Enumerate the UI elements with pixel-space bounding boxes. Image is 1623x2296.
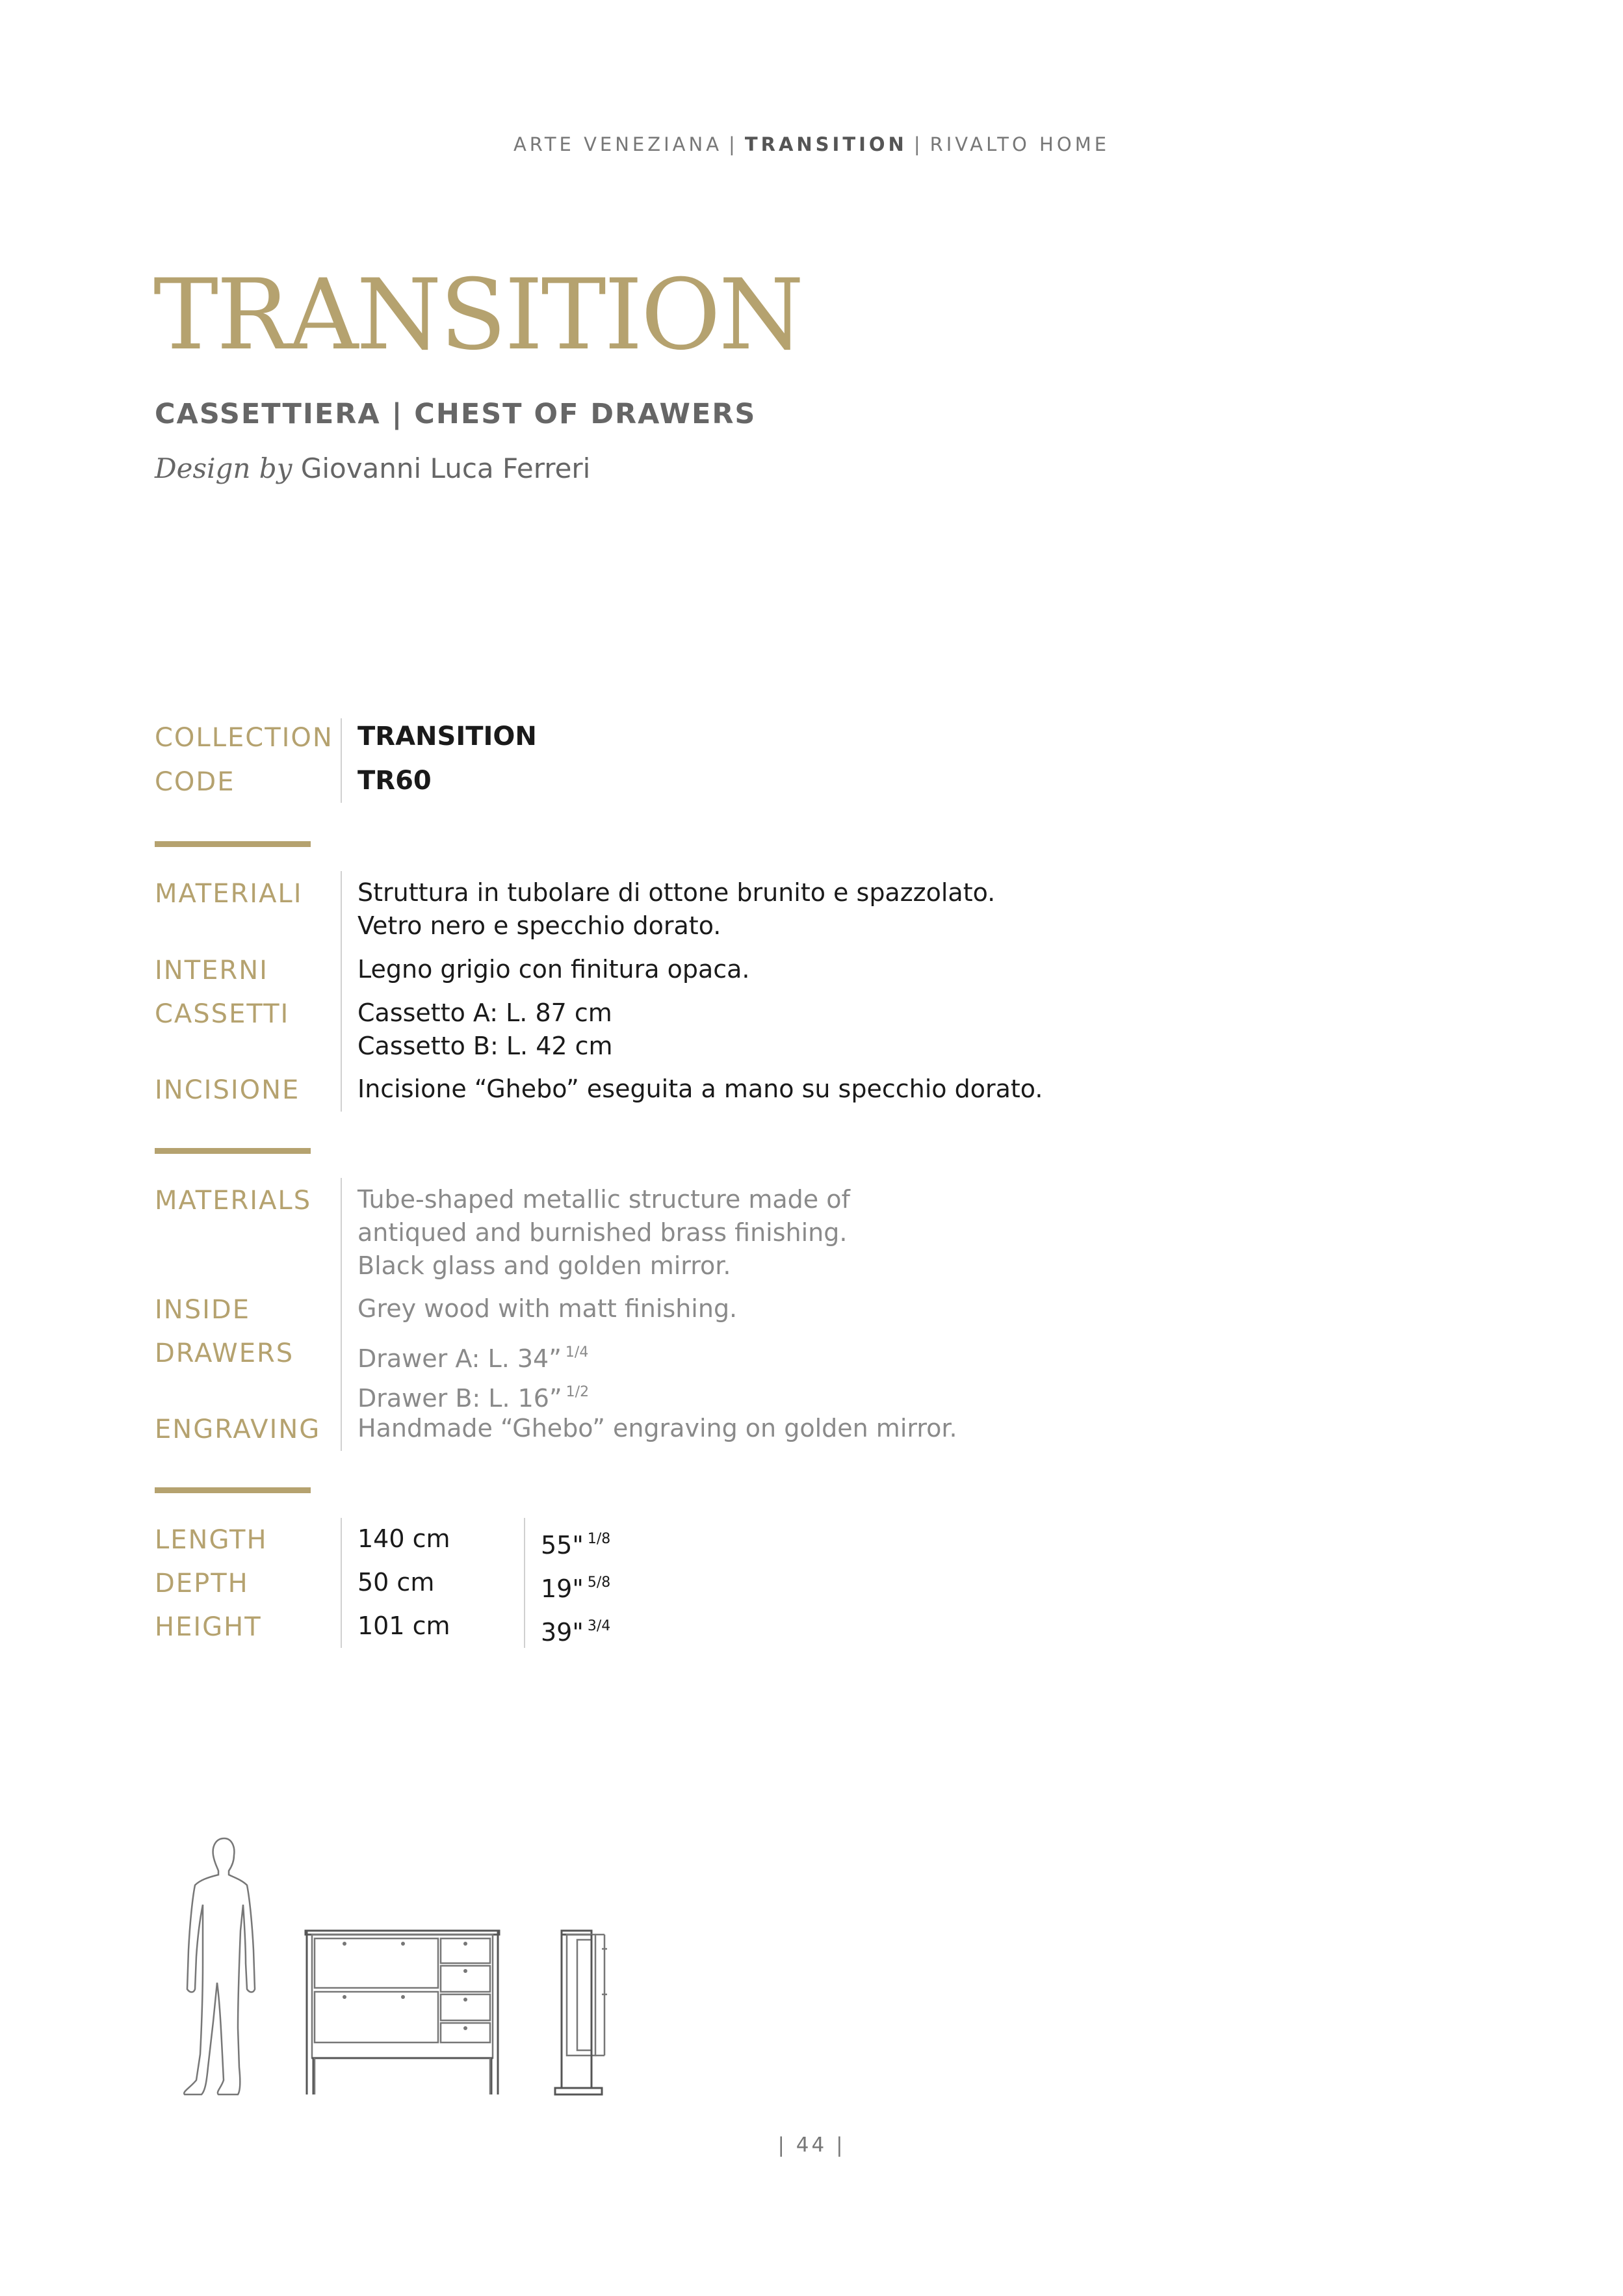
gold-divider <box>155 1487 311 1493</box>
materials-line: Black glass and golden mirror. <box>357 1251 731 1280</box>
materials-line: antiqued and burnished brass finishing. <box>357 1218 848 1247</box>
drawer-a: Drawer A: L. 34” $^{1/4}$ <box>357 1344 589 1373</box>
front-view-drawing <box>305 1931 499 2094</box>
divider-line <box>341 1178 342 1451</box>
depth-label: DEPTH <box>155 1569 249 1598</box>
divider-line <box>341 871 342 1112</box>
materiali-label: MATERIALI <box>155 879 303 909</box>
materiali-value <box>357 876 995 943</box>
fraction: 1/8 <box>587 1531 611 1547</box>
gold-divider <box>155 841 311 847</box>
length-label: LENGTH <box>155 1525 268 1555</box>
design-by-label: Design by <box>155 452 292 484</box>
materials-line: Tube-shaped metallic structure made of <box>357 1185 850 1214</box>
depth-cm: 50 cm <box>357 1568 435 1597</box>
interni-value: Legno grigio con finitura opaca. <box>357 955 750 984</box>
engraving-label: ENGRAVING <box>155 1415 321 1444</box>
code-value: TR60 <box>357 766 432 796</box>
drawers-label: DRAWERS <box>155 1338 294 1368</box>
cassetto-b: Cassetto B: L. 42 cm <box>357 1032 613 1060</box>
nav-separator: | <box>913 133 924 155</box>
page-number: | 44 | <box>777 2133 846 2157</box>
height-label: HEIGHT <box>155 1612 262 1642</box>
human-silhouette-icon <box>184 1838 255 2094</box>
incisione-value: Incisione “Ghebo” eseguita a mano su specchio dorato. <box>357 1075 1043 1103</box>
drawer-b: Drawer B: L. 16” $^{1/2}$ <box>357 1384 590 1413</box>
technical-drawings <box>175 1833 669 2119</box>
divider-line <box>341 718 342 803</box>
materiali-line: Vetro nero e specchio dorato. <box>357 911 721 940</box>
inside-value: Grey wood with matt finishing. <box>357 1294 738 1323</box>
engraving-value: Handmade “Ghebo” engraving on golden mirror. <box>357 1414 957 1442</box>
side-view-drawing <box>555 1931 607 2094</box>
cassetti-label: CASSETTI <box>155 999 290 1029</box>
header-nav <box>0 133 1623 155</box>
fraction: 5/8 <box>587 1574 611 1591</box>
fraction: 3/4 <box>587 1618 611 1634</box>
nav-transition: TRANSITION <box>744 133 907 155</box>
nav-arte-veneziana: ARTE VENEZIANA <box>513 133 723 155</box>
height-cm: 101 cm <box>357 1611 450 1640</box>
fraction: 1/4 <box>565 1344 589 1361</box>
code-label: CODE <box>155 767 235 797</box>
collection-label: COLLECTION <box>155 723 333 753</box>
height-in: 39" $^{3/4}$ <box>541 1618 611 1647</box>
nav-rivalto-home: RIVALTO HOME <box>929 133 1110 155</box>
gold-divider <box>155 1148 311 1154</box>
cassetti-value <box>357 997 613 1063</box>
depth-in: 19" $^{5/8}$ <box>541 1574 611 1603</box>
materials-label: MATERIALS <box>155 1186 312 1216</box>
length-cm: 140 cm <box>357 1524 450 1553</box>
incisione-label: INCISIONE <box>155 1075 300 1105</box>
length-in: 55" $^{1/8}$ <box>541 1531 611 1559</box>
interni-label: INTERNI <box>155 956 268 985</box>
collection-value: TRANSITION <box>357 722 537 751</box>
fraction: 1/2 <box>565 1384 590 1400</box>
inside-label: INSIDE <box>155 1295 250 1325</box>
divider-line <box>524 1518 525 1648</box>
divider-line <box>341 1518 342 1648</box>
product-subtitle: CASSETTIERA | CHEST OF DRAWERS <box>155 398 757 430</box>
designer-name: Giovanni Luca Ferreri <box>300 452 591 484</box>
materiali-line: Struttura in tubolare di ottone brunito e spazzolato. <box>357 878 996 907</box>
design-credit <box>155 452 590 484</box>
cassetto-a: Cassetto A: L. 87 cm <box>357 998 612 1027</box>
drawers-value <box>357 1336 589 1415</box>
nav-separator: | <box>729 133 738 155</box>
materials-value <box>357 1183 850 1283</box>
page-title: TRANSITION <box>153 259 803 372</box>
